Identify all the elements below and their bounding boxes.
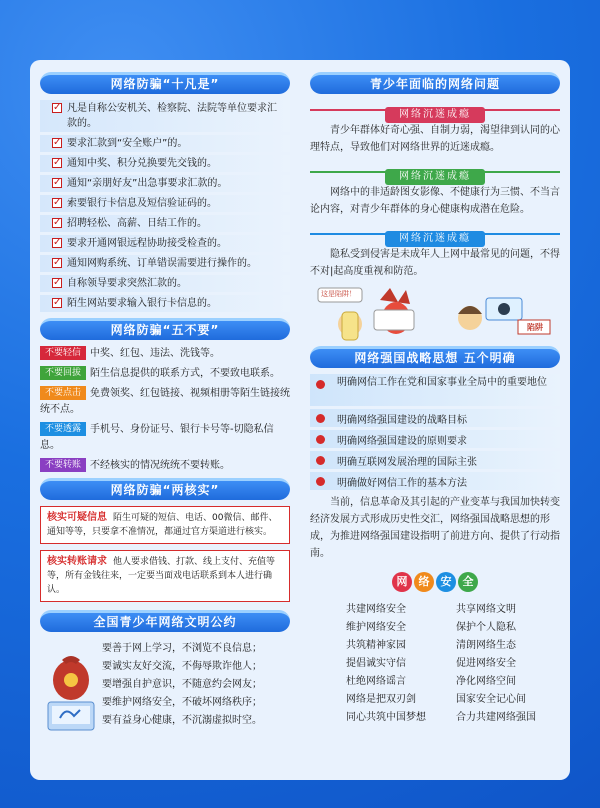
check-icon xyxy=(52,238,62,248)
wu-title: 网络防骗“五不要” xyxy=(40,318,290,340)
list-item: ✓ 通知中奖、积分兑换要先交钱的。 xyxy=(40,155,290,172)
problems-title: 青少年面临的网络问题 xyxy=(310,72,560,94)
list-item: ✓ 自称领导要求突然汇款的。 xyxy=(40,275,290,292)
list-item: ✓ 索要银行卡信息及短信验证码的。 xyxy=(40,195,290,212)
tag-badge: 不要转账 xyxy=(40,458,86,472)
check-icon xyxy=(52,258,62,268)
liang-title: 网络防骗“两核实” xyxy=(40,478,290,500)
money-bag-icon xyxy=(40,640,102,736)
list-item: 明确做好网信工作的基本方法 xyxy=(310,472,560,490)
anquan-title: 网 络 安 全 xyxy=(385,572,485,596)
problem-text-1: 青少年群体好奇心强、自制力弱，渴望律到认同的心理特点，导致他们对网络世界的近迷成瘾。 xyxy=(310,125,560,153)
verify-head: 核实转账请求 xyxy=(47,556,107,567)
fan-list xyxy=(40,100,290,312)
list-item: ✓ 要求汇款到“安全账户”的。 xyxy=(40,135,290,152)
gongyue-title: 全国青少年网络文明公约 xyxy=(40,610,290,632)
check-icon xyxy=(52,278,62,288)
problem-label-3: 网络沉迷成瘾 xyxy=(310,226,560,242)
left-column xyxy=(40,72,290,736)
list-item: 不要回拔 陌生信息提供的联系方式，不要致电联系。 xyxy=(40,366,290,382)
bubble-text: 这是陷阱！ xyxy=(321,290,356,298)
problem-text-2: 网络中的非适龄图女影像、不健康行为三惯、不当言论内容，对青少年群体的身心健康构成潜在危险。 xyxy=(310,187,560,215)
problem-text-3: 隐私受到侵害是未成年人上网中最常见的问题，不得不对|起高度重视和防范。 xyxy=(310,249,560,277)
check-icon xyxy=(52,178,62,188)
bullet-icon xyxy=(316,435,325,444)
gongyue-block xyxy=(40,640,290,736)
list-item: 不要点击 免费领奖、红包链接、视频相册等陌生链接统统不点。 xyxy=(40,388,291,415)
list-item: ✓ 要求开通网银远程协助接受检查的。 xyxy=(40,235,290,252)
check-icon xyxy=(52,198,62,208)
list-item: ✓ 招聘轻松、高薪、日结工作的。 xyxy=(40,215,290,232)
check-icon xyxy=(52,138,62,148)
tag-badge: 不要回拔 xyxy=(40,366,86,380)
check-icon xyxy=(52,158,62,168)
bullet-icon xyxy=(316,414,325,423)
list-item: 明确网信工作在党和国家事业全局中的重要地位 xyxy=(310,374,560,406)
verify-box: 核实可疑信息 陌生可疑的短信、电话、00微信、邮件、通知等等，只要拿不准情况，都通过官方渠道进行核实。 xyxy=(40,506,290,544)
list-item: 不要透露 手机号、身份证号、银行卡号等-切隐私信息。 xyxy=(40,424,274,451)
list-item: 明确互联网发展治理的国际主张 xyxy=(310,451,560,469)
check-icon xyxy=(52,103,62,113)
tag-badge: 不要点击 xyxy=(40,386,86,400)
check-icon xyxy=(52,218,62,228)
wu-list xyxy=(40,346,290,474)
problem-label-1: 网络沉迷成瘾 xyxy=(310,102,560,118)
verify-head: 核实可疑信息 xyxy=(47,512,107,523)
list-item: ✓ 陌生网站要求输入银行卡信息的。 xyxy=(40,295,290,312)
zhanlue-list xyxy=(310,374,560,490)
list-item: 明确网络强国建设的战略目标 xyxy=(310,409,560,427)
fan-title: 网络防骗“十凡是” xyxy=(40,72,290,94)
right-column xyxy=(310,72,560,725)
list-item: ✓ 凡是自称公安机关、检察院、法院等单位要求汇款的。 xyxy=(40,100,290,132)
list-item: 不要转账 不经核实的情况统统不要转账。 xyxy=(40,458,290,474)
verify-box: 核实转账请求 他人要求借钱、打款、线上支付、充值等等，所有金钱往来，一定要当面戏电话联系到本人进行确认。 xyxy=(40,550,290,602)
illustration xyxy=(310,284,560,344)
list-item: 明确网络强国建设的原则要求 xyxy=(310,430,560,448)
bullet-icon xyxy=(316,456,325,465)
zhanlue-title: 网络强国战略思想 五个明确 xyxy=(310,346,560,368)
bullet-icon xyxy=(316,380,325,389)
list-item: ✓ 通知“亲朋好友”出急事要求汇款的。 xyxy=(40,175,290,192)
zhanlue-paragraph: 当前，信息革命及其引起的产业变革与我国加快转变经济发展方式形成历史性交汇，网络强国战略思想的形成，为推进网络强国建设指明了前进方向、提供了行动指南。 xyxy=(310,497,560,559)
bullet-icon xyxy=(316,477,325,486)
problem-label-2: 网络沉迷成瘾 xyxy=(310,164,560,180)
list-item: ✓ 通知网购系统、订单错误需要进行操作的。 xyxy=(40,255,290,272)
list-item: 不要轻信 中奖、红包、违法、洗钱等。 xyxy=(40,346,290,362)
tag-badge: 不要轻信 xyxy=(40,346,86,360)
check-icon xyxy=(52,298,62,308)
gongyue-text: 要善于网上学习，不浏览不良信息； 要诚实友好交流，不侮辱欺诈他人； 要增强自护意识，不随意约会网友； 要维护网络安全，不破坏网络秩序； 要有益身心健康，不沉溺虚拟时空。 xyxy=(102,643,262,726)
warn-sign: 陷阱 xyxy=(527,323,543,332)
slogan-grid: 共建网络安全 共享网络文明 维护网络安全 保护个人隐私 共筑精神家园 清朗网络生态 提倡诚实守信 促进网络安全 杜绝网络谣言 净化网络空间 网络是把双刃剑 国家安全记心间 同心共筑中国梦想 合力共建网络强国 xyxy=(346,604,536,723)
tag-badge: 不要透露 xyxy=(40,422,86,436)
